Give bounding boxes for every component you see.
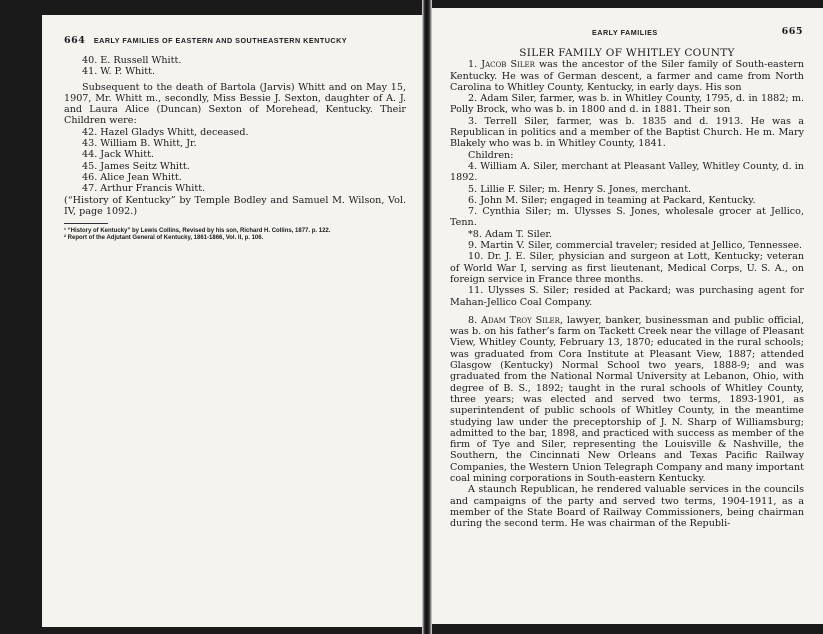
entry-text: , lawyer, banker, businessman and public official, was b. on his father’s farm on Tackett Creek near the village of Pleasant View, Whitley County, February 13, 1870; educated in the rural schools; was graduated from Cora Institute at Pleasant View, 1887; attended Glasgow (Kentucky) Normal School two years, 1888-9; and was graduated from the National Normal University at Lebanon, Ohio, with degree of B. S., 1892; taught in the rural schools of Whitley County, three years; was elected and served two terms, 1893-1901, as superintendent of public schools of Whitley County, in the meantime studying law under the preceptorship of J. N. Sharp of Williamsburg; admitted to the bar, 1898, and practiced with success as member of the firm of Tye and Siler, representing the Louisville & Nashville, the Southern, the Cincinnati New Orleans and Texas Pacific Railway Companies, the Western Union Telegraph Company and many important coal mining corporations in South-eastern Kentucky.	[450, 314, 804, 484]
list-item: 40. E. Russell Whitt.	[82, 55, 182, 66]
footnote: ¹ “History of Kentucky” by Lewis Collins, Revised by his son, Richard H. Collins, 1877. p. 122.	[64, 228, 331, 235]
person-name: Jacob Siler	[481, 59, 535, 71]
footnote: ² Report of the Adjutant General of Kentucky, 1861-1866, Vol. II, p. 106.	[64, 235, 264, 242]
paragraph: *8. Adam T. Siler.	[468, 228, 552, 240]
list-item: 41. W. P. Whitt.	[82, 66, 156, 78]
book-spine	[422, 0, 432, 634]
left-page-number: 664	[64, 35, 86, 46]
paragraph: 4. William A. Siler, merchant at Pleasant Valley, Whitley County, d. in 1892.	[450, 160, 804, 184]
list-item: 43. William B. Whitt, Jr.	[82, 138, 197, 150]
paragraph: A staunch Republican, he rendered valuable services in the councils and campaigns of the party and served two terms, 1904-1911, as a member of the State Board of Railway Commissioners, being chairman during the second term. He was chairman of the Republi-	[450, 484, 804, 530]
right-running-title: EARLY FAMILIES	[592, 28, 658, 37]
entry-number: 8.	[468, 314, 482, 326]
citation: (“History of Kentucky” by Temple Bodley and Samuel M. Wilson, Vol. IV, page 1092.)	[64, 194, 406, 217]
list-item: 42. Hazel Gladys Whitt, deceased.	[82, 126, 249, 138]
left-running-head	[64, 35, 406, 46]
right-body	[450, 48, 804, 529]
list-item: 47. Arthur Francis Whitt.	[82, 183, 206, 195]
right-page	[432, 8, 823, 624]
paragraph: 6. John M. Siler; engaged in teaming at Packard, Kentucky.	[468, 194, 756, 206]
paragraph: 9. Martin V. Siler, commercial traveler; resided at Jellico, Tennessee.	[468, 240, 803, 252]
person-name: Adam Troy Siler	[481, 314, 560, 326]
section-title: SILER FAMILY OF WHITLEY COUNTY	[519, 47, 735, 59]
spacer	[450, 308, 804, 315]
entry-number: 1.	[468, 59, 482, 71]
paragraph: 10. Dr. J. E. Siler, physician and surgeon at Lott, Kentucky; veteran of World War I, serving as first lieutenant, Medical Corps, U. S. A., on foreign service in France three months.	[450, 251, 804, 285]
left-page	[42, 15, 422, 627]
paragraph: 3. Terrell Siler, farmer, was b. 1835 and d. 1913. He was a Republican in politics and a member of the Baptist Church. He m. Mary Blakely who was b. in Whitley County, 1841.	[450, 115, 804, 150]
paragraph: Children:	[468, 149, 514, 161]
paragraph: 5. Lillie F. Siler; m. Henry S. Jones, merchant.	[468, 183, 692, 195]
paragraph	[450, 59, 804, 93]
footnote-rule	[64, 223, 108, 224]
left-running-title: EARLY FAMILIES OF EASTERN AND SOUTHEASTERN KENTUCKY	[93, 36, 348, 45]
paragraph: 7. Cynthia Siler; m. Ulysses S. Jones, wholesale grocer at Jellico, Tenn.	[450, 206, 804, 229]
right-page-number: 665	[781, 26, 803, 37]
list-item: 44. Jack Whitt.	[82, 149, 154, 161]
paragraph: 2. Adam Siler, farmer, was b. in Whitley County, 1795, d. in 1882; m. Polly Brock, who was b. in 1800 and d. in 1881. Their son	[450, 93, 804, 116]
paragraph: Subsequent to the death of Bartola (Jarvis) Whitt and on May 15, 1907, Mr. Whitt m., secondly, Miss Bessie J. Sexton, daughter of A. J. and Laura Alice (Duncan) Sexton of Morehead, Kentucky. Their Children were:	[64, 81, 406, 127]
paragraph	[450, 315, 804, 484]
list-item: 46. Alice Jean Whitt.	[82, 171, 182, 183]
left-body	[64, 55, 406, 243]
list-item: 45. James Seitz Whitt.	[82, 160, 190, 172]
entry-text: was the ancestor of the Siler family of South-eastern Kentucky. He was of German descent, a farmer and came from North Carolina to Whitley County, Kentucky, in early days. His son	[450, 59, 805, 93]
paragraph: 11. Ulysses S. Siler; resided at Packard; was purchasing agent for Mahan-Jellico Coal Company.	[450, 285, 804, 308]
